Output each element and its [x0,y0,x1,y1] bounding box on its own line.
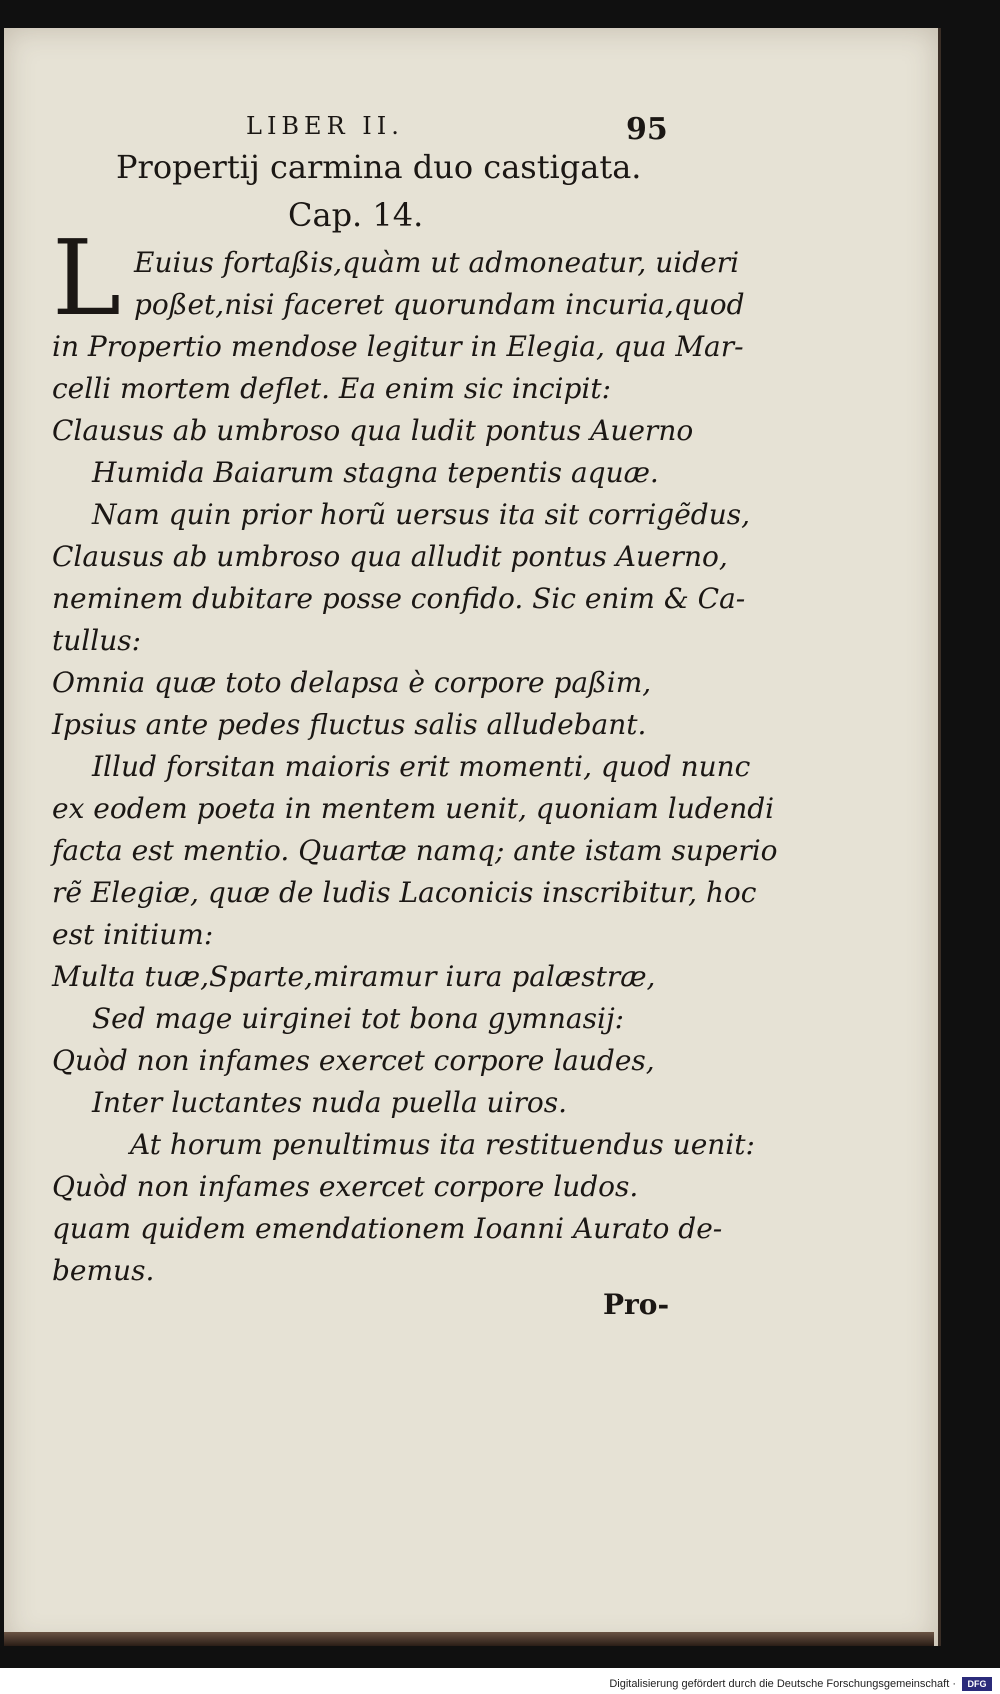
text-line: celli mortem deflet. Ea enim sic incipit: [52,372,612,405]
text-line: ex eodem poeta in mentem uenit, quoniam ludendi [52,792,775,825]
running-head: LIBER II. [246,112,404,140]
text-line: quam quidem emendationem Ioanni Aurato de- [52,1212,723,1245]
verse-line: Omnia quæ toto delapsa è corpore paßim, [52,666,652,699]
text-line: Illud forsitan maioris erit momenti, quod nunc [92,750,751,783]
text-line: At horum penultimus ita restituendus uenit: [130,1128,755,1161]
text-line: est initium: [52,918,214,951]
verse-line: Clausus ab umbroso qua alludit pontus Auerno, [52,540,728,573]
verse-line: Multa tuæ,Sparte,miramur iura palæstræ, [52,960,656,993]
verse-line: Inter luctantes nuda puella uiros. [92,1086,568,1119]
catchword: Pro- [603,1288,670,1321]
verse-line: Sed mage uirginei tot bona gymnasij: [92,1002,625,1035]
drop-cap: L [52,217,122,339]
text-line: neminem dubitare posse confido. Sic enim & Ca- [52,582,746,615]
verse-line: Quòd non infames exercet corpore laudes, [52,1044,655,1077]
text-line: Euius fortaßis,quàm ut admoneatur, uideri [134,246,740,279]
text-line: poßet,nisi faceret quorundam incuria,quod [134,288,745,321]
text-line: tullus: [52,624,142,657]
dfg-logo: DFG [962,1677,992,1691]
verse-line: Clausus ab umbroso qua ludit pontus Auerno [52,414,694,447]
text-line: rẽ Elegiæ, quæ de ludis Laconicis inscribitur, hoc [52,876,757,909]
text-line: in Propertio mendose legitur in Elegia, qua Mar- [52,330,744,363]
text-line: bemus. [52,1254,155,1287]
verse-line: Humida Baiarum stagna tepentis aquæ. [92,456,659,489]
chapter-title: Propertij carmina duo castigata. [116,148,642,186]
page-number: 95 [626,112,668,147]
verse-line: Quòd non infames exercet corpore ludos. [52,1170,639,1203]
text-line: facta est mentio. Quartæ namq; ante istam superio [52,834,778,867]
chapter-number: Cap. 14. [288,196,424,234]
verse-line: Ipsius ante pedes fluctus salis alludebant. [52,708,647,741]
footer-credit: Digitalisierung gefördert durch die Deutsche Forschungsgemeinschaft · [609,1678,956,1690]
page-edge [4,1632,934,1646]
text-line: Nam quin prior horũ uersus ita sit corrigẽdus, [92,498,751,531]
